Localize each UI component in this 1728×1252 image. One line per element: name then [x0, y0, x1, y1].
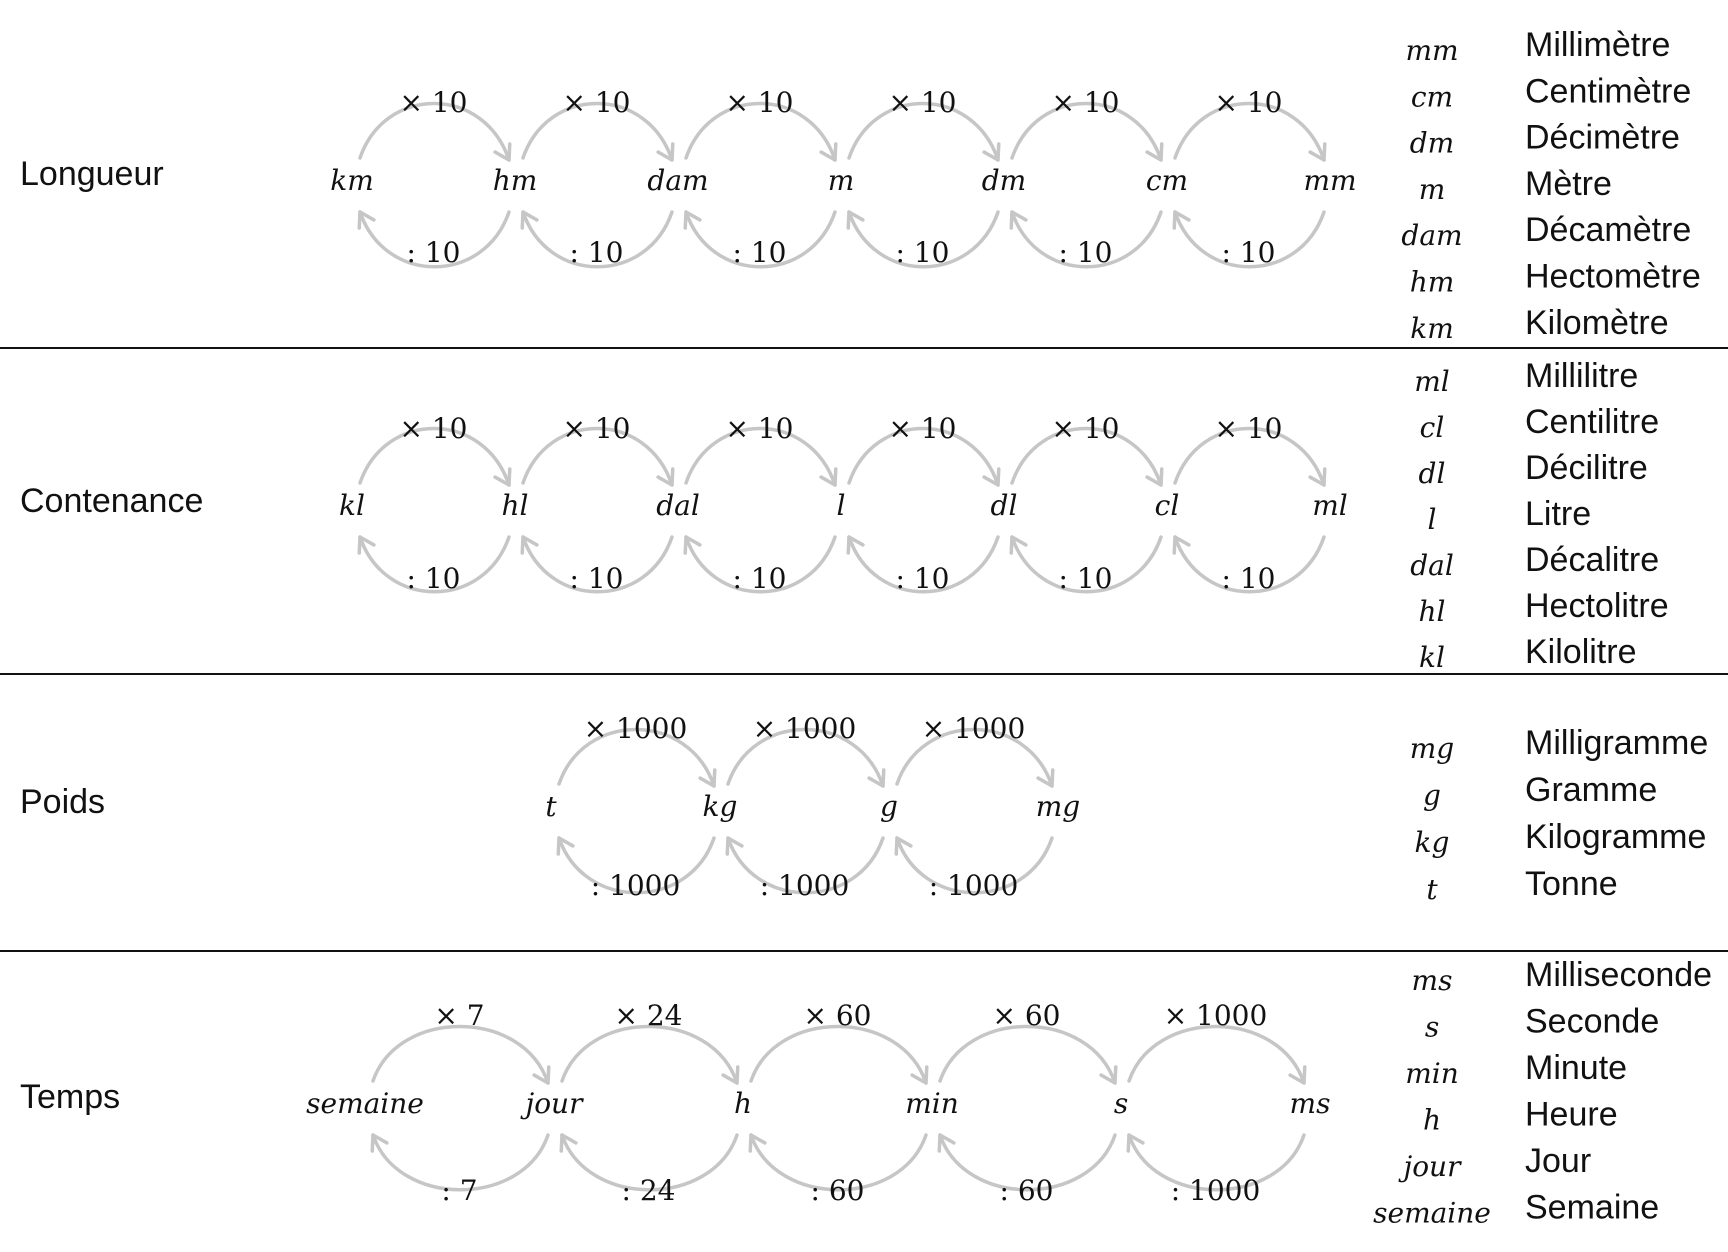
- legend-abbreviation: dal: [1410, 549, 1454, 582]
- legend-unit-name: Mètre: [1525, 164, 1612, 203]
- multiply-label: × 60: [803, 999, 872, 1032]
- unit-m: m: [827, 164, 855, 197]
- divide-label: : 7: [441, 1174, 478, 1207]
- legend-unit-name: Seconde: [1525, 1002, 1660, 1041]
- legend-unit-name: Millimètre: [1525, 26, 1671, 64]
- divide-label: : 10: [1221, 236, 1276, 269]
- unit-dam: dam: [647, 164, 709, 197]
- legend-unit-name: Jour: [1525, 1142, 1592, 1180]
- legend-unit-name: Litre: [1525, 495, 1592, 533]
- multiply-label: × 10: [562, 412, 631, 445]
- unit-min: min: [905, 1087, 959, 1120]
- legend-abbreviation: hl: [1418, 595, 1446, 628]
- legend-unit-name: Heure: [1525, 1095, 1618, 1134]
- legend-unit-name: Gramme: [1525, 771, 1658, 809]
- divide-label: : 10: [895, 236, 950, 269]
- unit-jour: jour: [525, 1087, 583, 1120]
- legend-abbreviation: s: [1424, 1010, 1440, 1044]
- divide-label: : 10: [1221, 562, 1276, 595]
- unit-mm: mm: [1303, 164, 1357, 197]
- multiply-arrow: [1129, 1026, 1304, 1083]
- legend-abbreviation: m: [1418, 172, 1446, 206]
- legend-abbreviation: dam: [1401, 219, 1463, 253]
- multiply-arrow: [373, 1026, 548, 1083]
- unit-dm: dm: [981, 164, 1027, 197]
- legend-abbreviation: g: [1423, 779, 1441, 812]
- multiply-label: × 10: [888, 86, 957, 119]
- legend-abbreviation: h: [1422, 1103, 1442, 1137]
- divide-label: : 10: [1058, 562, 1113, 595]
- divide-label: : 10: [569, 236, 624, 269]
- legend-unit-name: Décamètre: [1525, 211, 1692, 250]
- legend-unit-name: Kilomètre: [1525, 303, 1669, 342]
- multiply-label: × 24: [614, 999, 683, 1032]
- legend-unit-name: Milligramme: [1525, 724, 1709, 762]
- unit-l: l: [836, 489, 846, 522]
- multiply-label: × 10: [888, 412, 957, 445]
- section-poids: [20, 712, 1708, 906]
- multiply-label: × 10: [1051, 412, 1120, 445]
- divide-label: : 60: [999, 1174, 1054, 1207]
- legend-abbreviation: min: [1405, 1057, 1459, 1090]
- unit-kg: kg: [702, 790, 738, 823]
- unit-t: t: [545, 790, 557, 823]
- legend-abbreviation: l: [1427, 503, 1437, 536]
- legend-unit-name: Décilitre: [1525, 449, 1648, 487]
- legend-unit-name: Centimètre: [1525, 72, 1692, 111]
- unit-h: h: [733, 1087, 753, 1120]
- unit-mg: mg: [1035, 790, 1081, 823]
- legend-abbreviation: dm: [1409, 126, 1455, 160]
- multiply-label: × 1000: [583, 712, 688, 745]
- unit-semaine: semaine: [306, 1087, 424, 1120]
- unit-s: s: [1113, 1087, 1129, 1120]
- legend-abbreviation: mm: [1405, 34, 1459, 67]
- multiply-label: × 10: [725, 412, 794, 445]
- unit-g: g: [880, 790, 898, 823]
- unit-ml: ml: [1312, 489, 1348, 522]
- multiply-label: × 1000: [752, 712, 857, 745]
- unit-hl: hl: [501, 489, 529, 522]
- divide-label: : 1000: [1170, 1174, 1261, 1207]
- multiply-arrow: [751, 1026, 926, 1083]
- unit-cl: cl: [1154, 489, 1180, 522]
- legend-abbreviation: mg: [1409, 732, 1455, 765]
- divide-label: : 60: [810, 1174, 865, 1207]
- legend-unit-name: Minute: [1525, 1049, 1628, 1087]
- multiply-label: × 1000: [921, 712, 1026, 745]
- unit-hm: hm: [492, 164, 538, 197]
- legend-unit-name: Hectomètre: [1525, 257, 1701, 296]
- divide-label: : 10: [895, 562, 950, 595]
- multiply-label: × 1000: [1163, 999, 1268, 1032]
- category-label: Contenance: [20, 482, 204, 520]
- legend-unit-name: Centilitre: [1525, 403, 1660, 441]
- legend-abbreviation: cm: [1410, 80, 1454, 114]
- unit-dal: dal: [656, 489, 700, 522]
- legend-abbreviation: hm: [1409, 265, 1455, 299]
- divide-label: : 10: [732, 562, 787, 595]
- legend-unit-name: Kilogramme: [1525, 818, 1707, 856]
- legend-unit-name: Milliseconde: [1525, 956, 1713, 994]
- legend-abbreviation: km: [1410, 311, 1454, 345]
- multiply-label: × 10: [1214, 412, 1283, 445]
- category-label: Poids: [20, 783, 106, 821]
- divide-label: : 24: [621, 1174, 676, 1207]
- multiply-label: × 10: [1051, 86, 1120, 119]
- legend-abbreviation: ms: [1411, 964, 1453, 997]
- legend-abbreviation: kg: [1414, 826, 1450, 859]
- divide-label: : 10: [406, 236, 461, 269]
- divide-label: : 10: [569, 562, 624, 595]
- legend-abbreviation: kl: [1419, 641, 1445, 674]
- legend-unit-name: Hectolitre: [1525, 587, 1669, 625]
- legend-abbreviation: dl: [1418, 457, 1446, 490]
- multiply-label: × 10: [725, 86, 794, 119]
- divide-label: : 1000: [759, 869, 850, 902]
- unit-dl: dl: [990, 489, 1018, 522]
- legend-unit-name: Décalitre: [1525, 541, 1660, 579]
- legend-abbreviation: jour: [1403, 1150, 1461, 1183]
- legend-abbreviation: cl: [1419, 411, 1445, 444]
- divide-label: : 1000: [590, 869, 681, 902]
- legend-abbreviation: semaine: [1373, 1196, 1491, 1230]
- divide-label: : 10: [1058, 236, 1113, 269]
- section-longueur: [20, 26, 1701, 345]
- unit-ms: ms: [1289, 1087, 1331, 1120]
- category-label: Longueur: [20, 155, 164, 193]
- section-contenance: [20, 357, 1669, 674]
- legend-abbreviation: ml: [1414, 365, 1450, 398]
- multiply-label: × 60: [992, 999, 1061, 1032]
- divide-label: : 10: [732, 236, 787, 269]
- legend-unit-name: Tonne: [1525, 865, 1618, 903]
- multiply-label: × 10: [562, 86, 631, 119]
- legend-unit-name: Millilitre: [1525, 357, 1639, 395]
- multiply-label: × 10: [399, 412, 468, 445]
- multiply-arrow: [562, 1026, 737, 1083]
- multiply-label: × 10: [399, 86, 468, 119]
- divide-label: : 10: [406, 562, 461, 595]
- legend-unit-name: Semaine: [1525, 1188, 1660, 1227]
- legend-unit-name: Décimètre: [1525, 118, 1680, 157]
- multiply-arrow: [940, 1026, 1115, 1083]
- unit-kl: kl: [339, 489, 365, 522]
- divide-label: : 1000: [928, 869, 1019, 902]
- multiply-label: × 7: [434, 999, 485, 1032]
- section-temps: [20, 956, 1712, 1230]
- legend-abbreviation: t: [1426, 873, 1438, 906]
- unit-km: km: [330, 164, 374, 197]
- legend-unit-name: Kilolitre: [1525, 633, 1637, 671]
- category-label: Temps: [20, 1078, 121, 1116]
- multiply-label: × 10: [1214, 86, 1283, 119]
- unit-cm: cm: [1145, 164, 1189, 197]
